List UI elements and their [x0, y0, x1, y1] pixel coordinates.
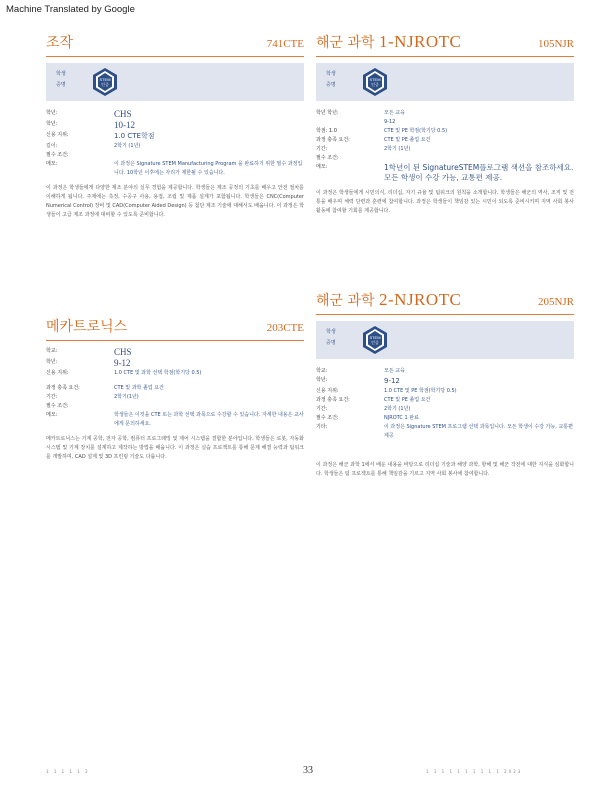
course-card-manufacturing [46, 32, 304, 220]
field-value: NJROTC 1 완료 [384, 415, 419, 421]
field-value: 9-12 [384, 119, 396, 125]
field-value: 이 과정은 Signature STEM Manufacturing Program 을 완료하기 위한 필수 과정입니다. 10학년 이후에는 자리가 제한될 수 있습니다. [114, 161, 303, 176]
course-code: 105NJR [537, 38, 574, 50]
svg-text:STEM: STEM [369, 77, 381, 82]
field-label [316, 118, 384, 127]
field-value: 1.0 CTE학점 [114, 132, 155, 140]
machine-translation-banner: Machine Translated by Google [6, 4, 135, 15]
course-card-naval-science-2 [316, 290, 574, 479]
card-header [46, 32, 304, 56]
header-rule [316, 314, 574, 315]
course-title: 메카트로닉스 [46, 319, 128, 335]
field-label: 학교: [46, 348, 58, 354]
course-code: 741CTE [266, 38, 304, 50]
field-value: 9-12 [384, 377, 400, 385]
field-label: 신용 지위: [46, 132, 69, 138]
field-label: 필수 조건: [46, 152, 69, 158]
course-description: 메카트로닉스는 기계 공학, 전자 공학, 컴퓨터 프로그래밍 및 제어 시스템을 결합한 분야입니다. 학생들은 로봇, 자동화 시스템 및 기계 장치를 설계하고 제작하는 방법을 배웁니다. 이 과정은 실습 프로젝트를 통해 문제 해결 능력과 팀워크를 개발하며, CAD 설계 및 3D 프린팅 기술도 다룹니다. [46, 436, 304, 460]
course-title: 해군 과학 2-NJROTC [316, 290, 462, 309]
svg-text:인증: 인증 [371, 82, 379, 87]
field-value: 2학기 (1년) [114, 143, 141, 149]
field-label: 학년 학년: [316, 110, 339, 116]
field-label: 신용 지위: [46, 370, 69, 376]
field-label: 필수 조건: [316, 415, 339, 421]
course-title: 조작 [46, 35, 74, 51]
field-label: 기타: [316, 424, 328, 430]
field-label: 메모: [46, 161, 58, 167]
certification-band [46, 63, 304, 101]
footer-right-text: 1 1 1 1 1 1 1 1 1 1 2023 [426, 769, 523, 774]
field-label: 학년: [46, 121, 58, 127]
field-label: 기간: [316, 406, 328, 412]
card-header [46, 316, 304, 340]
field-label: 길이: [46, 143, 58, 149]
field-label: 필수 조건: [46, 403, 69, 409]
field-value: 1학년이 된 SignatureSTEM플로그램 색션을 참조하세요. 모든 학생이 수강 가능, 교통편 제공. [384, 163, 574, 182]
field-value: 2학기 (1년) [384, 146, 411, 152]
stem-certified-icon [360, 67, 390, 97]
header-rule [316, 56, 574, 57]
field-label: 학년: [46, 110, 58, 116]
field-value: 10-12 [114, 120, 135, 130]
course-description: 이 과정은 학생들에게 다양한 제조 분야의 실무 경험을 제공합니다. 학생들은 제조 공정의 기초를 배우고 안전 절차를 이해하게 됩니다. 주제에는 측정, 수공구 사용, 용접, 조립 및 제품 설계가 포함됩니다. 학생들은 CNC(Computer Numerical Control) 장비 및 CAD(Computer Aided Design) 등 첨단 제조 기술에 대해서도 배웁니다. 이 과정은 학생들이 고급 제조 과정에 대비할 수 있도록 준비합니다. [46, 185, 304, 218]
field-label: 메모: [46, 412, 58, 418]
course-card-mechatronics [46, 316, 304, 462]
course-description: 이 과정은 학생들에게 시민의식, 리더십, 자기 규율 및 팀워크의 원칙을 소개합니다. 학생들은 해군의 역사, 조직 및 전통을 배우며 체력 단련과 훈련에 참여합니다. 과정은 학생들이 책임감 있는 시민이 되도록 준비시키며 지역 사회 봉사 활동에 참여할 기회를 제공합니다. [316, 190, 574, 214]
field-value: 9-12 [114, 358, 131, 368]
course-card-naval-science-1 [316, 32, 574, 216]
field-value [114, 402, 304, 411]
field-label: 메모: [316, 164, 328, 170]
course-code: 203CTE [266, 322, 304, 334]
svg-text:STEM: STEM [99, 77, 111, 82]
field-label: 과정 충족 요건: [46, 385, 80, 391]
field-value: CHS [114, 347, 132, 357]
course-title: 해군 과학 1-NJROTC [316, 32, 462, 51]
certification-band [316, 321, 574, 359]
page-number: 33 [303, 765, 313, 776]
card-header [316, 290, 574, 314]
field-label: 기간: [316, 146, 328, 152]
field-value [384, 154, 574, 163]
header-rule [46, 56, 304, 57]
field-value [114, 151, 304, 160]
field-value: 학생들은 이것을 CTE 또는 과학 선택 과목으로 수강할 수 있습니다. 자세한 내용은 교사에게 문의하세요. [114, 412, 304, 427]
field-value: 모든 교육 [384, 368, 405, 374]
field-value: 모든 교육 [384, 110, 405, 116]
field-value: 2학기 (1년) [384, 406, 411, 412]
stem-certified-icon [90, 67, 120, 97]
band-label: 학생 증명 [326, 71, 336, 88]
field-value: CTE 및 PE 졸업 요건 [384, 397, 431, 403]
band-label: 학생 증명 [326, 329, 336, 346]
field-value: CTE 및 PE 졸업 요건 [384, 137, 431, 143]
field-label: 기간: [46, 394, 58, 400]
field-label: 학점: 1.0 [316, 128, 337, 134]
field-label: 과정 충족 요건: [316, 137, 350, 143]
course-code: 205NJR [537, 296, 574, 308]
header-rule [46, 340, 304, 341]
footer-left-text: 1 1 1 1 1 2 [46, 769, 90, 774]
field-label: 신용 지위: [316, 388, 339, 394]
certification-band [316, 63, 574, 101]
field-label: 학년: [316, 377, 328, 383]
field-value: CTE 및 과학 졸업 요건 [114, 385, 164, 391]
svg-text:STEM: STEM [369, 335, 381, 340]
card-header [316, 32, 574, 56]
field-label: 과정 충족 요건: [316, 397, 350, 403]
svg-text:인증: 인증 [101, 82, 109, 87]
svg-text:인증: 인증 [371, 340, 379, 345]
field-label: 학년: [46, 359, 58, 365]
field-label: 학교: [316, 368, 328, 374]
field-value: 이 과정은 Signature STEM 프로그램 선택 과목입니다. 모든 학생이 수강 가능, 교통편 제공 [384, 424, 573, 439]
field-value: CHS [114, 109, 132, 119]
band-label: 학생 증명 [56, 71, 66, 88]
stem-certified-icon [360, 325, 390, 355]
field-value: CTE 및 PE 학점(학기당 0.5) [384, 128, 448, 134]
course-description: 이 과정은 해군 과학 1에서 배운 내용을 바탕으로 리더십 기술과 해양 과학, 항해 및 해군 작전에 대한 지식을 심화합니다. 학생들은 팀 프로젝트를 통해 책임감을 기르고 지역 사회 봉사에 참여합니다. [316, 462, 574, 477]
field-label: 필수 조건: [316, 155, 339, 161]
field-value: 2학기(1년) [114, 394, 139, 400]
field-value: 1.0 CTE 및 과학 선택 학점(학기당 0.5) [114, 370, 202, 376]
field-value: 1.0 CTE 및 PE 학점(학기당 0.5) [384, 388, 457, 394]
